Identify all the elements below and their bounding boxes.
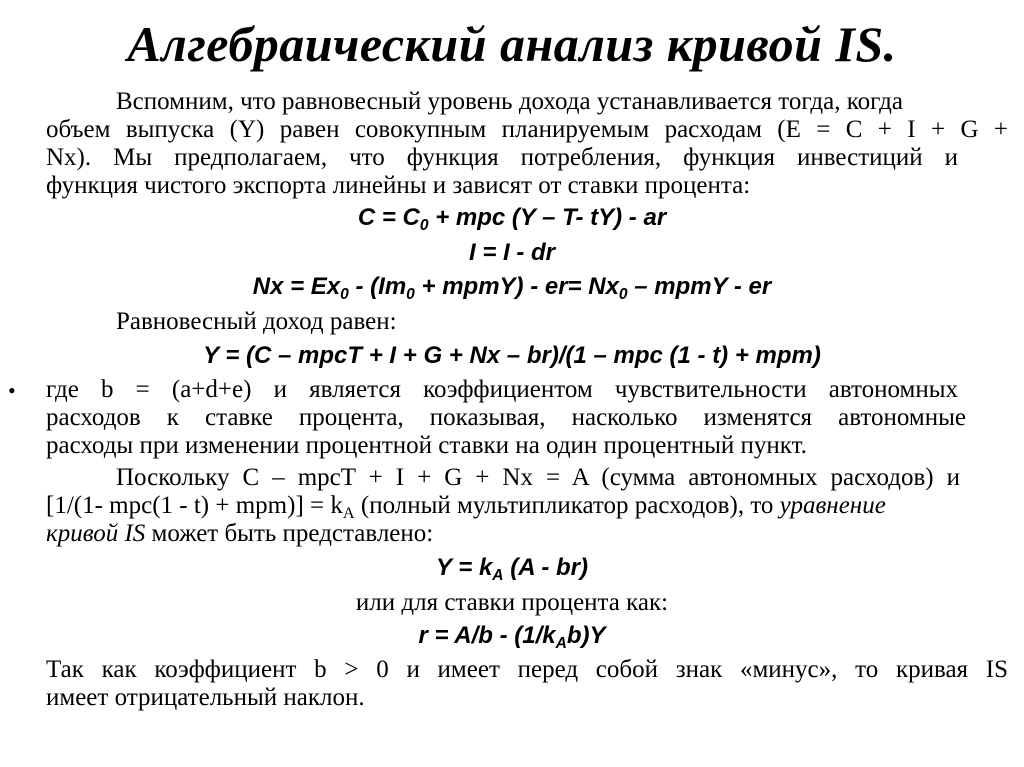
coef-line-2: расходов к ставке процента, показывая, насколько изменятся автономные: [46, 404, 966, 431]
bullet: •: [8, 378, 16, 403]
conclusion-line-2: имеет отрицательный наклон.: [46, 684, 365, 711]
intro-line-1: Вспомним, что равновесный уровень дохода устанавливается тогда, когда: [116, 88, 903, 115]
investment-formula: I = I - dr: [468, 239, 555, 266]
intro-line-4: функция чистого экспорта линейны и зависят от ставки процента:: [46, 172, 751, 199]
intro-line-2: объем выпуска (Y) равен совокупным планируемым расходам (E = C + I + G +: [46, 116, 1008, 143]
intro-line-3: Nx). Мы предполагаем, что функция потребления, функция инвестиций и: [46, 144, 958, 171]
conclusion-line-1: Так как коэффициент b > 0 и имеет перед собой знак «минус», то кривая IS: [46, 656, 1008, 683]
is-curve-formula: $Y = k_A$ (A - br): [436, 554, 588, 584]
rate-formula: $r = A/b - (1/k_Ab)Y$: [418, 622, 606, 652]
coef-line-3: расходы при изменении процентной ставки на один процентный пункт.: [46, 432, 807, 459]
since-line-3: кривой IS может быть представлено:: [46, 520, 434, 547]
equilibrium-formula: Y = (C – mpcT + I + G + Nx – br)/(1 – mpc (1 - t) + mpm): [203, 342, 821, 369]
or-label: или для ставки процента как:: [355, 589, 669, 616]
page-title: Алгебраический анализ кривой IS.: [127, 16, 897, 72]
net-export-formula: $Nx = Ex_0 - (Im_0$ + mpmY) - $er= Nx_0$ – mpmY - er: [252, 273, 772, 303]
equilibrium-label: Равновесный доход равен:: [116, 308, 397, 335]
since-line-2: [1/(1- $mpc(1 - t) + mpm)] = k_A$ (полный мультипликатор расходов), то уравнение: [46, 492, 886, 522]
consumption-formula: $C = C_0$ + mpc (Y – T- tY) - ar: [357, 204, 667, 234]
coef-line-1: где b = (a+d+e) и является коэффициентом чувствительности автономных: [46, 376, 958, 403]
since-line-1: Поскольку C – mpcT + I + G + Nx = A (сумма автономных расходов) и: [116, 464, 960, 491]
